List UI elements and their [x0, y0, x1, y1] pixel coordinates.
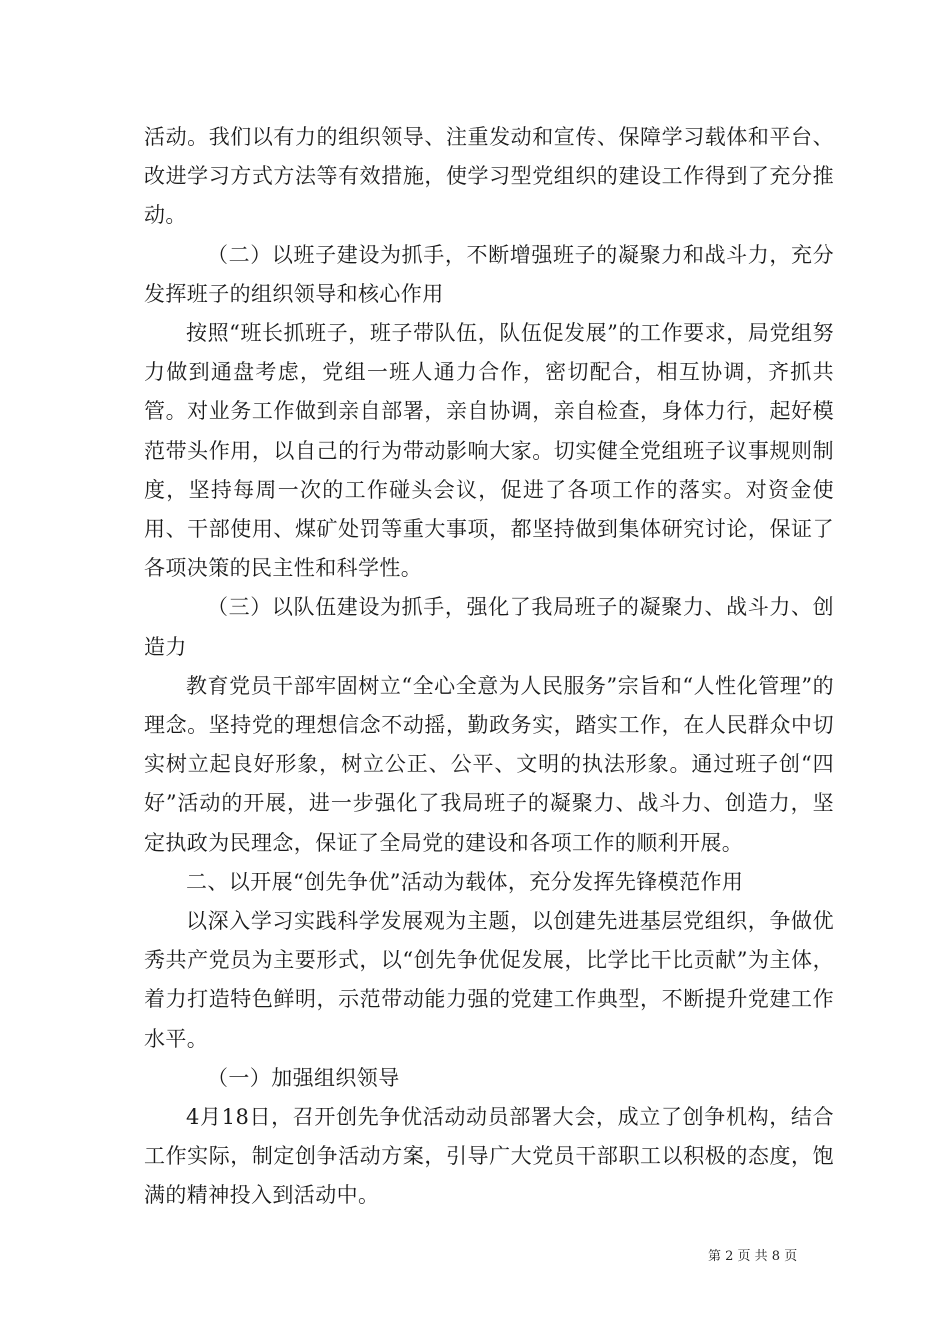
paragraph: 以深入学习实践科学发展观为主题，以创建先进基层党组织，争做优秀共产党员为主要形式，以“创先争优促发展，比学比干比贡献”为主体，着力打造特色鲜明，示范带动能力强的党建工作典型，不断提升党建工作水平。 [144, 909, 834, 1051]
section-heading-3: （三）以队伍建设为抓手，强化了我局班子的凝聚力、战斗力、创造力 [144, 595, 834, 659]
main-heading-2: 二、以开展“创先争优”活动为载体，充分发挥先锋模范作用 [186, 869, 744, 894]
paragraph: 教育党员干部牢固树立“全心全意为人民服务”宗旨和“人性化管理”的理念。坚持党的理想信念不动摇，勤政务实，踏实工作，在人民群众中切实树立起良好形象，树立公正、公平、文明的执法形象。通过班子创“四好”活动的开展，进一步强化了我局班子的凝聚力、战斗力、创造力，坚定执政为民理念，保证了全局党的建设和各项工作的顺利开展。 [144, 673, 834, 855]
section-heading-2: （二）以班子建设为抓手，不断增强班子的凝聚力和战斗力，充分发挥班子的组织领导和核心作用 [144, 242, 834, 306]
subsection-heading-1: （一）加强组织领导 [207, 1065, 400, 1090]
document-body [144, 118, 834, 1216]
page-number: 第 2 页 共 8 页 [708, 1249, 798, 1264]
paragraph: 按照“班长抓班子，班子带队伍，队伍促发展”的工作要求，局党组努力做到通盘考虑，党组一班人通力合作，密切配合，相互协调，齐抓共管。对业务工作做到亲自部署，亲自协调，亲自检查，身体力行，起好模范带头作用，以自己的行为带动影响大家。切实健全党组班子议事规则制度，坚持每周一次的工作碰头会议，促进了各项工作的落实。对资金使用、干部使用、煤矿处罚等重大事项，都坚持做到集体研究讨论，保证了各项决策的民主性和科学性。 [144, 321, 834, 581]
paragraph-continuation: 活动。我们以有力的组织领导、注重发动和宣传、保障学习载体和平台、改进学习方式方法等有效措施，使学习型党组织的建设工作得到了充分推动。 [144, 125, 834, 228]
paragraph: 4月18日，召开创先争优活动动员部署大会，成立了创争机构，结合工作实际，制定创争活动方案，引导广大党员干部职工以积极的态度，饱满的精神投入到活动中。 [144, 1105, 834, 1208]
